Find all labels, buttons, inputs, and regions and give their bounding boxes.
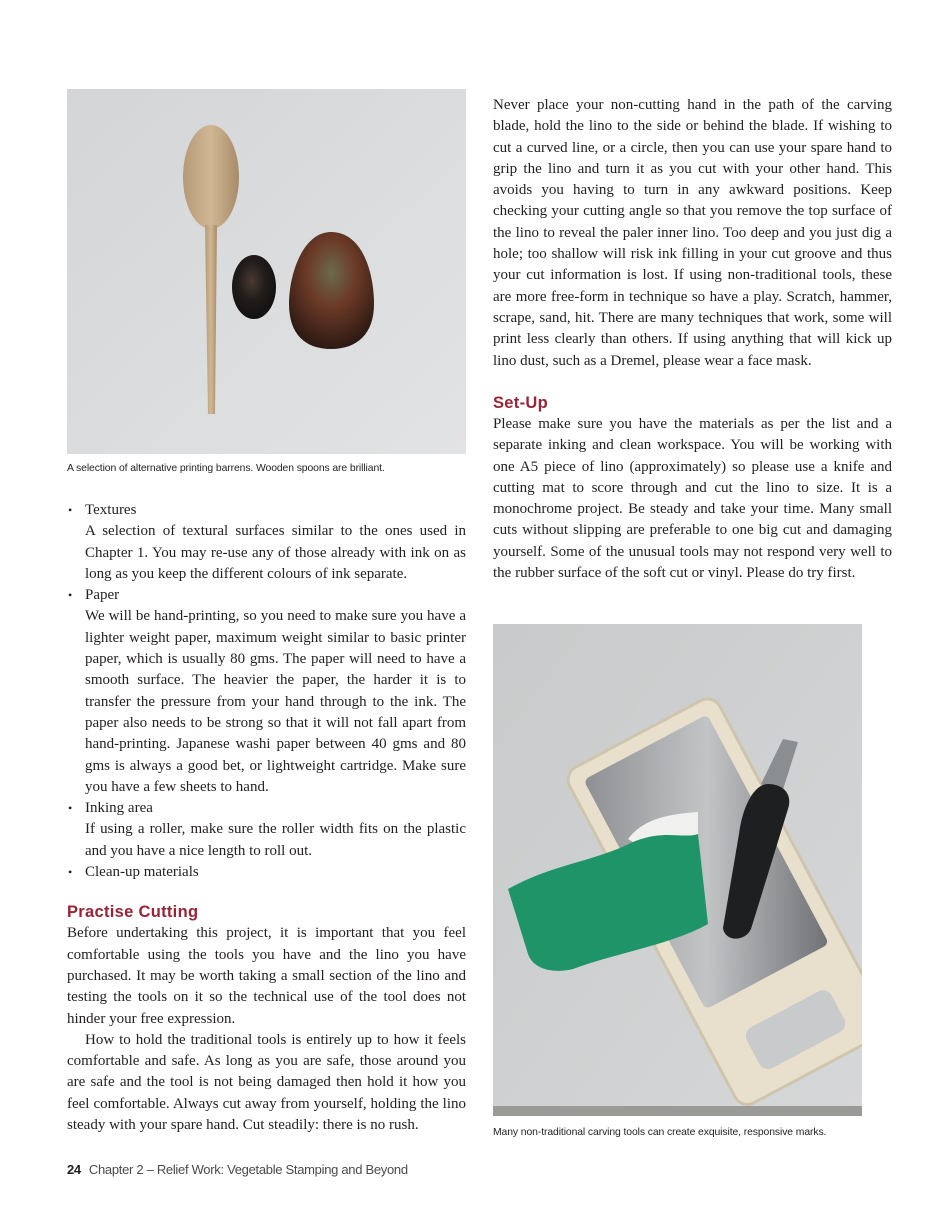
list-item-title: Inking area (85, 800, 153, 817)
list-item-body: If using a roller, make sure the roller width fits on the plastic and you have a nice length to roll out. (85, 821, 466, 859)
paragraph: Please make sure you have the materials as per the list and a separate inking and clean workspace. You will be working with one A5 piece of lino (approximately) so please use a knife and cutting mat to score through and cut the lino to size. It is a monochrome project. Be steady and take your time. Many small cuts without slipping are preferable to one big cut and damaging yourself. Some of the unusual tools may not respond very well to the rubber surface of the soft cut or vinyl. Please do try first. (493, 416, 892, 582)
materials-list (67, 500, 466, 883)
list-item-body: We will be hand-printing, so you need to make sure you have a lighter weight paper, maximum weight similar to basic printer paper, which is usually 80 gms. The paper will need to have a smooth surface. The heavier the paper, the harder it is to transfer the pressure from your hand through to the ink. The paper also needs to be strong so that it will not fall apart from hand-printing. Japanese washi paper between 40 gms and 80 gms is always a good bet, or lightweight cartridge. Make sure you have a few sheets to hand. (85, 608, 466, 795)
right-column-setup (493, 392, 892, 584)
figure-caption-carving-tools: Many non-traditional carving tools can create exquisite, responsive marks. (493, 1127, 827, 1138)
dark-stone-barren (232, 255, 276, 319)
paragraph: Before undertaking this project, it is important that you feel comfortable using the tools you have and the lino you have purchased. It may be worth taking a small section of the lino and testing the tools on it so the technical use of the tool does not hinder your free expression. (67, 925, 466, 1027)
spoon-bowl (183, 125, 239, 229)
list-item-inking-area (67, 798, 466, 862)
running-title: Chapter 2 – Relief Work: Vegetable Stamping and Beyond (88, 1162, 408, 1177)
figure-caption-barrens: A selection of alternative printing barrens. Wooden spoons are brilliant. (67, 463, 385, 474)
figure-photo-barrens (67, 89, 466, 454)
list-item-title: Textures (85, 502, 137, 518)
paragraph: How to hold the traditional tools is entirely up to how it feels comfortable and safe. As long as you are safe, those around you are safe and the tool is not being damaged then hold it how you feel comfortable. Always cut away from yourself, holding the lino steady with your spare hand. Cut steadily: there is no rush. (67, 1031, 466, 1134)
figure-photo-carving-tools (493, 624, 862, 1116)
page-number: 24 (67, 1162, 81, 1177)
paragraph: Never place your non-cutting hand in the path of the carving blade, hold the lino to the side or behind the blade. If wishing to cut a curved line, or a circle, then you can use your spare hand to grip the lino and turn it as you cut with your other hand. This avoids you having to turn in any awkward positions. Keep checking your cutting angle so that you remove the top surface of the lino to reveal the paler inner lino. Too deep and you just dig a hole; too shallow will risk ink filling in your cut groove and thus your cut information is lost. If using non-traditional tools, these are more free-form in technique so have a play. Scratch, hammer, scrape, sand, hit. There are many techniques that work, some will print less clearly than others. If using anything that will kick up lino dust, such as a Dremel, please wear a face mask. (493, 97, 892, 369)
list-item-clean-up (67, 862, 466, 883)
bullet-icon: • (68, 588, 73, 603)
bullet-icon: • (68, 503, 73, 517)
section-heading-set-up: Set-Up (493, 394, 548, 412)
list-item-title: Paper (85, 587, 120, 604)
carving-tools-illustration (493, 624, 862, 1116)
bullet-icon: • (68, 801, 73, 816)
right-column-intro (493, 95, 892, 372)
barrens-illustration (67, 89, 466, 454)
list-item-body: A selection of textural surfaces similar to the ones used in Chapter 1. You may re-use any of those already with ink on as long as you keep the different colours of ink separate. (85, 523, 466, 582)
section-heading-practise-cutting: Practise Cutting (67, 903, 199, 922)
list-item-paper (67, 585, 466, 798)
bullet-icon: • (68, 865, 73, 880)
page-footer (67, 1162, 408, 1177)
list-item-textures (67, 500, 466, 585)
left-column (67, 500, 466, 1136)
list-item-title: Clean-up materials (85, 864, 199, 881)
